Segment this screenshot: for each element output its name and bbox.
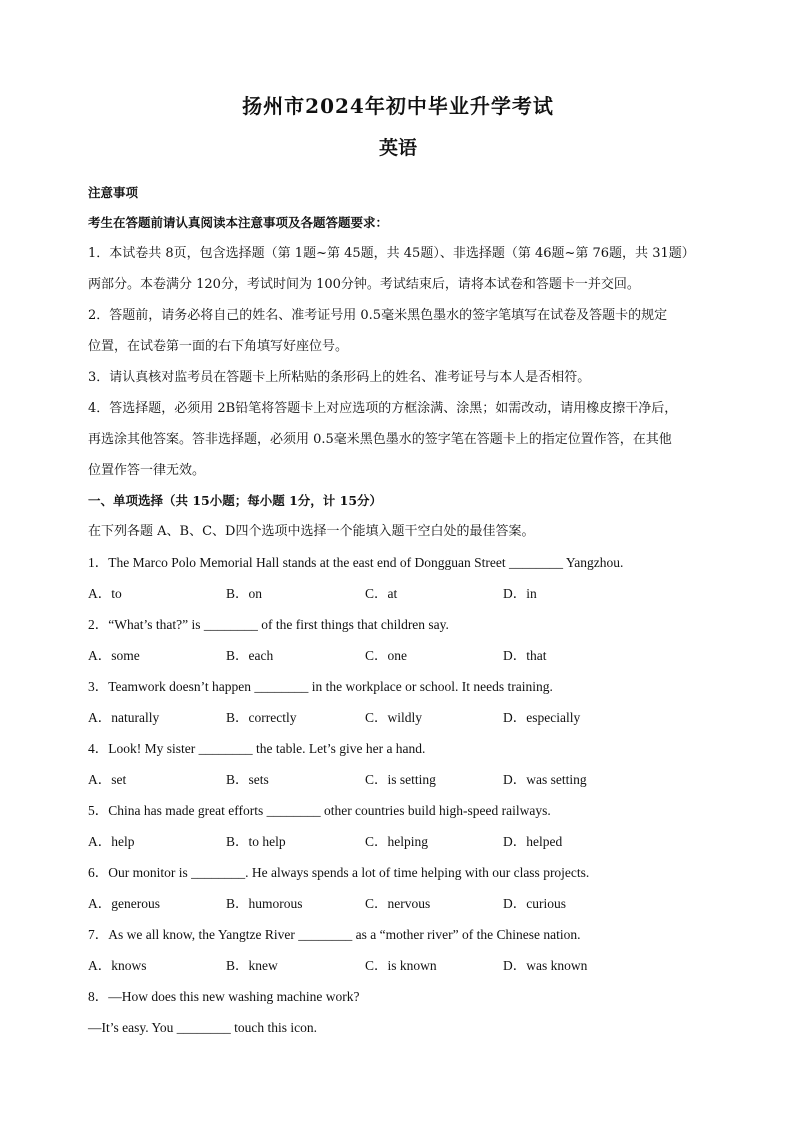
answer-option: B．humorous — [226, 896, 303, 911]
answer-option: C．at — [365, 586, 398, 601]
answer-option: B．to help — [226, 834, 286, 849]
question-stem: —It’s easy. You ________ touch this icon. — [88, 1020, 317, 1035]
notice-line: 位置，在试卷第一面的右下角填写好座位号。 — [88, 339, 349, 354]
answer-option: D．curious — [503, 896, 566, 911]
answer-option: C．wildly — [365, 710, 423, 725]
question-stem: 1．The Marco Polo Memorial Hall stands at the east end of Dongguan Street ________ Yangzhou. — [88, 555, 624, 570]
answer-option: D．that — [503, 648, 547, 663]
notice-line: 4．答选择题，必须用 2B铅笔将答题卡上对应选项的方框涂满、涂黑；如需改动，请用橡皮擦干净后， — [88, 401, 678, 416]
section-heading: 一、单项选择（共 15小题；每小题 1分，计 15分） — [88, 493, 383, 508]
option-row — [88, 888, 708, 919]
answer-option: B．knew — [226, 958, 278, 973]
answer-option: C．one — [365, 648, 407, 663]
question-stem: 6．Our monitor is ________. He always spends a lot of time helping with our class projects. — [88, 865, 590, 880]
answer-option: A．naturally — [88, 710, 160, 725]
question-list — [88, 547, 708, 981]
answer-option: D．especially — [503, 710, 581, 725]
option-row — [88, 826, 708, 857]
answer-option: C．nervous — [365, 896, 431, 911]
exam-title: 扬州市2024年初中毕业升学考试 — [242, 94, 554, 118]
question-stem: 7．As we all know, the Yangtze River ________ as a “mother river” of the Chinese nation. — [88, 927, 581, 942]
question-stem: 2．“What’s that?” is ________ of the first things that children say. — [88, 617, 449, 632]
section-instruction: 在下列各题 A、B、C、D四个选项中选择一个能填入题干空白处的最佳答案。 — [88, 524, 535, 539]
notice-intro: 考生在答题前请认真阅读本注意事项及各题答题要求： — [88, 215, 389, 230]
notice-line: 1．本试卷共 8页，包含选择题（第 1题~第 45题，共 45题）、非选择题（第 46题~第 76题，共 31题） — [88, 246, 695, 261]
answer-option: B．each — [226, 648, 274, 663]
option-row — [88, 702, 708, 733]
notice-line: 2．答题前，请务必将自己的姓名、准考证号用 0.5毫米黑色墨水的签字笔填写在试卷及答题卡的规定 — [88, 308, 668, 323]
question-stem: 8．—How does this new washing machine work? — [88, 989, 360, 1004]
answer-option: A．to — [88, 586, 122, 601]
answer-option: D．helped — [503, 834, 563, 849]
answer-option: C．helping — [365, 834, 428, 849]
exam-subject: 英语 — [378, 137, 417, 159]
answer-option: A．help — [88, 834, 135, 849]
question-stem: 5．China has made great efforts ________ other countries build high-speed railways. — [88, 803, 551, 818]
notice-line: 3．请认真核对监考员在答题卡上所粘贴的条形码上的姓名、准考证号与本人是否相符。 — [88, 370, 591, 385]
option-row — [88, 640, 708, 671]
answer-option: A．some — [88, 648, 140, 663]
notice-line: 位置作答一律无效。 — [88, 463, 206, 478]
answer-option: B．sets — [226, 772, 269, 787]
answer-option: A．knows — [88, 958, 147, 973]
answer-option: D．in — [503, 586, 537, 601]
option-row — [88, 764, 708, 795]
answer-option: A．generous — [88, 896, 160, 911]
answer-option: B．correctly — [226, 710, 297, 725]
option-row — [88, 950, 708, 981]
question-stem: 3．Teamwork doesn’t happen ________ in the workplace or school. It needs training. — [88, 679, 553, 694]
answer-option: A．set — [88, 772, 127, 787]
answer-option: C．is setting — [365, 772, 436, 787]
notice-heading: 注意事项 — [88, 185, 139, 200]
answer-option: D．was known — [503, 958, 588, 973]
notice-line: 再选涂其他答案。答非选择题，必须用 0.5毫米黑色墨水的签字笔在答题卡上的指定位置作答，在其他 — [88, 432, 672, 447]
answer-option: D．was setting — [503, 772, 587, 787]
option-row — [88, 578, 708, 609]
question-stem: 4．Look! My sister ________ the table. Let’s give her a hand. — [88, 741, 426, 756]
notice-line: 两部分。本卷满分 120分，考试时间为 100分钟。考试结束后，请将本试卷和答题卡一并交回。 — [88, 277, 640, 292]
answer-option: B．on — [226, 586, 263, 601]
answer-option: C．is known — [365, 958, 437, 973]
